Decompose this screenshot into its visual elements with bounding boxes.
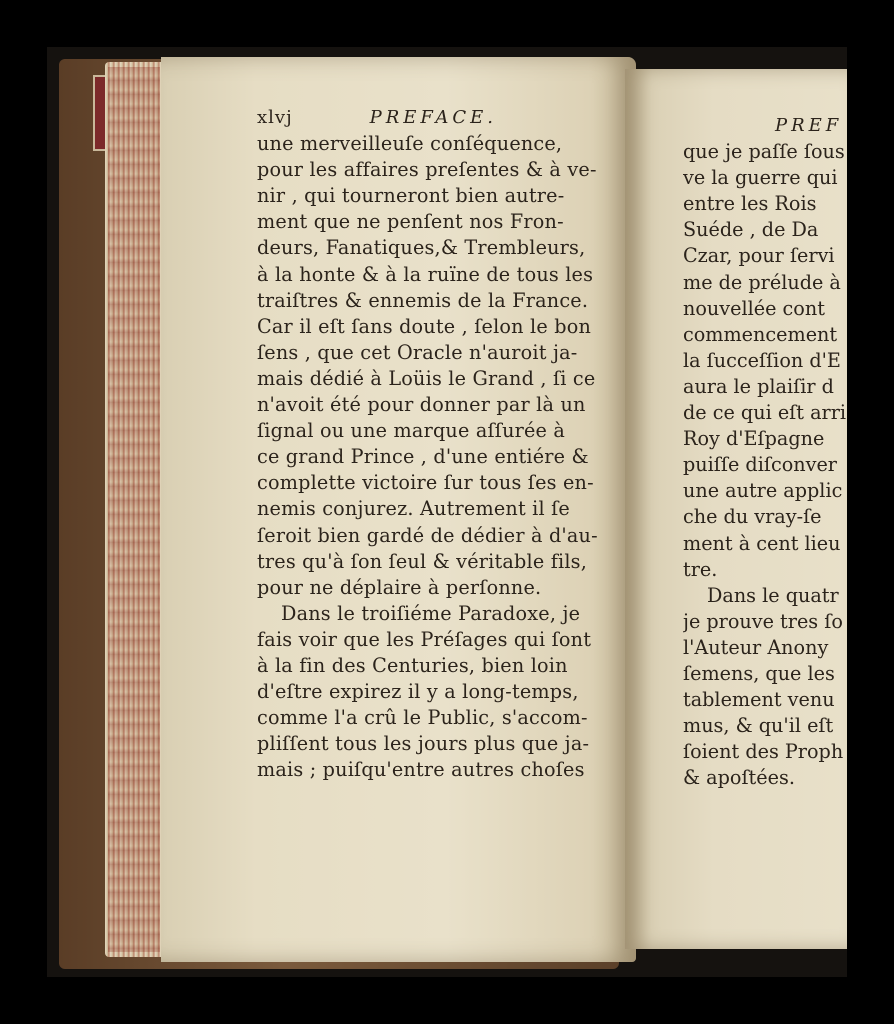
left-page-text (257, 105, 617, 783)
text-line: comme l'a crû le Public, s'accom- (257, 706, 588, 730)
text-line: Dans le troiſiéme Paradoxe, je (281, 601, 581, 625)
red-sprinkled-edge (108, 67, 160, 952)
left-page (161, 57, 636, 962)
text-line: traiſtres & ennemis de la France. (257, 288, 589, 312)
text-line: d'eſtre expirez il y a long-temps, (257, 680, 579, 704)
page-number: xlvj (257, 107, 293, 128)
right-page-text (683, 113, 847, 791)
text-line: une autre applic (683, 479, 843, 503)
text-line: me de prélude à (683, 270, 841, 294)
left-page-header (257, 105, 497, 131)
text-line: nouvellée cont (683, 296, 825, 320)
text-line: ſemens, que les (683, 661, 835, 685)
text-line: mais dédié à Loüis le Grand , ſi ce (257, 366, 596, 390)
text-line: mais ; puiſqu'entre autres choſes (257, 758, 585, 782)
text-line: ve la guerre qui (683, 166, 838, 190)
text-line: Car il eſt ſans doute , ſelon le bon (257, 314, 592, 338)
text-line: pour ne déplaire à perſonne. (257, 575, 542, 599)
text-line: à la fin des Centuries, bien loin (257, 653, 568, 677)
text-line: deurs, Fanatiques,& Trembleurs, (257, 236, 586, 260)
text-line: fais voir que les Préſages qui ſont (257, 627, 592, 651)
text-line: tres qu'à ſon ſeul & véritable fils, (257, 549, 588, 573)
text-line: Suéde , de Da (683, 218, 819, 242)
book-photo (47, 47, 847, 977)
text-line: ce grand Prince , d'une entiére & (257, 445, 589, 469)
text-line: ment à cent lieu (683, 531, 841, 555)
text-line: que je paſſe ſous (683, 140, 845, 164)
text-line: tablement venu (683, 688, 835, 712)
text-line: ſoient des Proph (683, 740, 844, 764)
text-line: n'avoit été pour donner par là un (257, 393, 586, 417)
text-line: Dans le quatr (707, 583, 839, 607)
right-running-head: PREF (775, 115, 843, 136)
text-line: la ſucceſſion d'E (683, 348, 841, 372)
text-line: entre les Rois (683, 192, 817, 216)
text-line: mus, & qu'il eſt (683, 714, 834, 738)
text-line: che du vray-ſe (683, 505, 822, 529)
text-line: pour les affaires preſentes & à ve- (257, 158, 597, 182)
text-line: ſeroit bien gardé de dédier à d'au- (257, 523, 598, 547)
right-page (625, 69, 847, 949)
text-line: commencement (683, 322, 838, 346)
text-line: de ce qui eſt arri (683, 401, 847, 425)
text-line: ment que ne penſent nos Fron- (257, 210, 564, 234)
running-head: PREFACE. (369, 107, 497, 128)
text-line: Roy d'Eſpagne (683, 427, 825, 451)
text-line: une merveilleuſe conſéquence, (257, 132, 563, 156)
text-line: l'Auteur Anony (683, 635, 829, 659)
text-line: nir , qui tourneront bien autre- (257, 184, 565, 208)
text-line: tre. (683, 557, 718, 581)
text-line: ſens , que cet Oracle n'auroit ja- (257, 340, 578, 364)
text-line: ſignal ou une marque aſſurée à (257, 419, 566, 443)
text-line: complette victoire ſur tous ſes en- (257, 471, 594, 495)
text-line: Czar, pour ſervi (683, 244, 835, 268)
text-line: puiſſe diſconver (683, 453, 837, 477)
text-line: pliſſent tous les jours plus que ja- (257, 732, 590, 756)
text-line: & apoſtées. (683, 766, 795, 790)
text-line: à la honte & à la ruïne de tous les (257, 262, 594, 286)
text-line: je prouve tres ſo (683, 609, 843, 633)
text-line: nemis conjurez. Autrement il ſe (257, 497, 570, 521)
text-line: aura le plaiſir d (683, 374, 834, 398)
